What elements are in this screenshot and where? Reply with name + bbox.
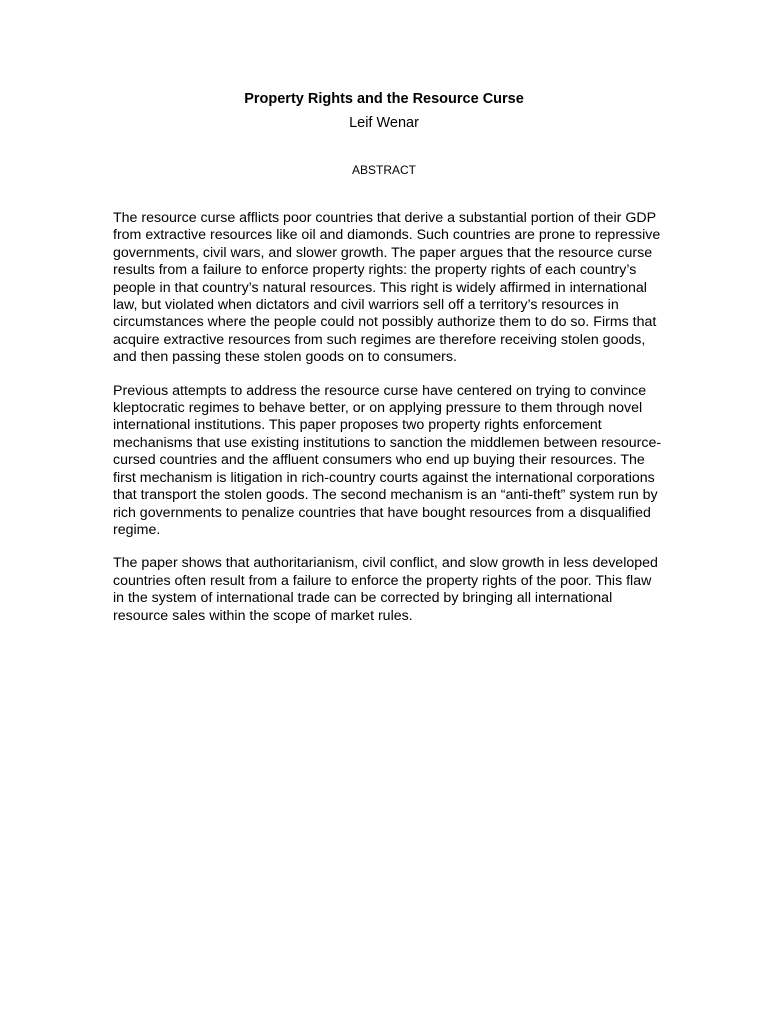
paper-author: Leif Wenar [349, 115, 419, 131]
abstract-paragraph-1: The resource curse afflicts poor countries that derive a substantial portion of their GDP from extractive resources like oil and diamonds. Such countries are prone to repressive governments, civil wars, and slower growth. The paper argues that the resource curse results from a failure to enforce property rights: the property rights of each country’s people in that country’s natural resources. This right is widely affirmed in international law, but violated when dictators and civil warriors sell off a territory’s resources in circumstances where the people could not possibly authorize them to do so. Firms that acquire extractive resources from such regimes are therefore receiving stolen goods, and then passing these stolen goods on to consumers. [113, 210, 661, 366]
abstract-paragraph-3: The paper shows that authoritarianism, civil conflict, and slow growth in less developed countries often result from a failure to enforce the property rights of the poor. This flaw in the system of international trade can be corrected by bringing all international resource sales within the scope of market rules. [113, 555, 658, 624]
paper-title: Property Rights and the Resource Curse [244, 91, 524, 107]
abstract-heading: ABSTRACT [351, 163, 416, 177]
abstract-paragraph-2: Previous attempts to address the resource curse have centered on trying to convince kleptocratic regimes to behave better, or on applying pressure to them through novel international institutions. This paper proposes two property rights enforcement mechanisms that use existing institutions to sanction the middlemen between resource-cursed countries and the affluent consumers who end up buying their resources. The first mechanism is litigation in rich-country courts against the international corporations that transport the stolen goods. The second mechanism is an “anti-theft” system run by rich governments to penalize countries that have bought resources from a disqualified regime. [113, 382, 662, 538]
abstract-body [113, 210, 665, 641]
